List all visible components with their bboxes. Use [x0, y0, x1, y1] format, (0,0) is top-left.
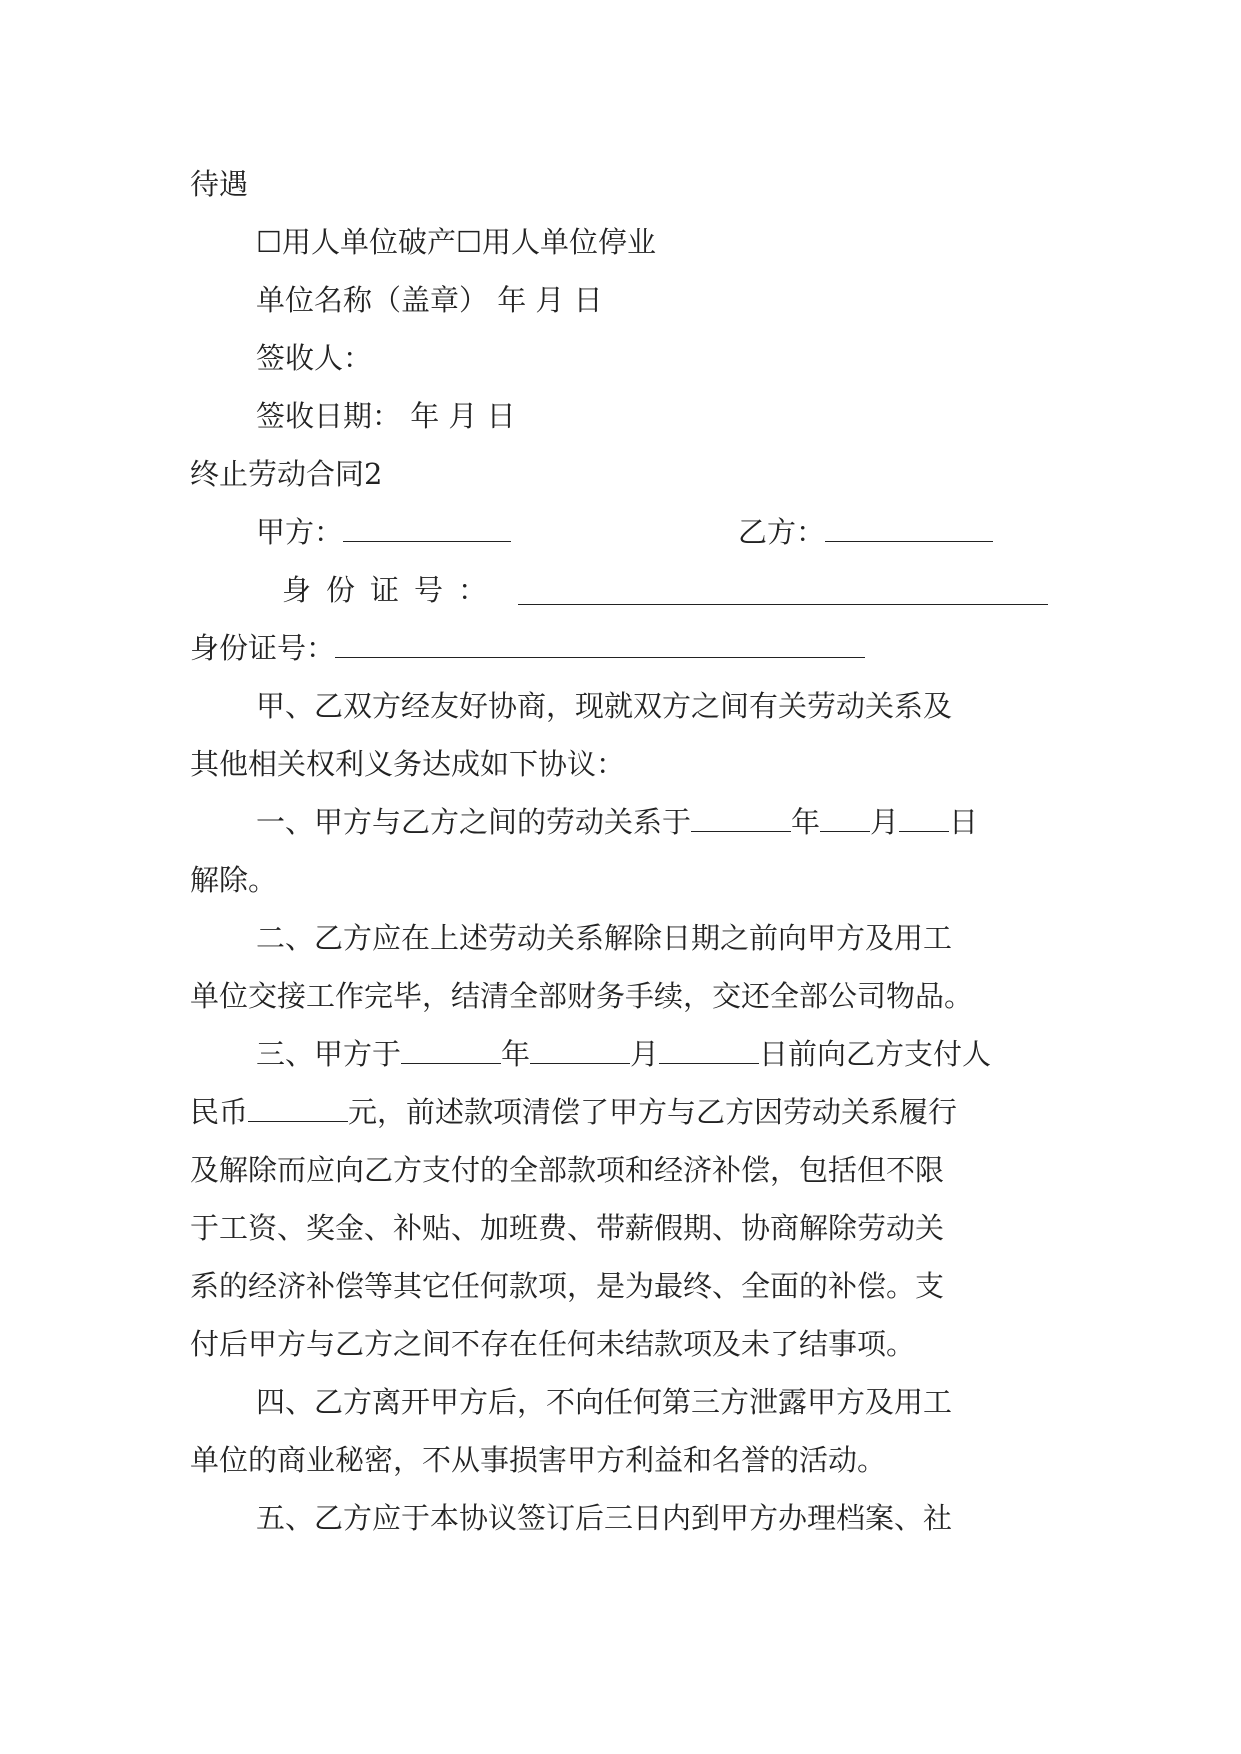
- unit-name-seal-line: 单位名称（盖章） 年 月 日: [256, 283, 603, 317]
- clause-4-line-1: 四、乙方离开甲方后，不向任何第三方泄露甲方及用工: [256, 1385, 953, 1419]
- clause-1-day-blank: [899, 807, 949, 832]
- clause-1-line-1: [256, 802, 978, 842]
- clause-3-line-5: 系的经济补偿等其它任何款项，是为最终、全面的补偿。支: [190, 1269, 945, 1303]
- sign-date-line: 签收日期： 年 月 日: [256, 399, 516, 433]
- clause-3-line-2: [190, 1092, 957, 1132]
- clause-3-month-blank: [530, 1039, 630, 1064]
- party-line: [256, 512, 511, 552]
- clause-3-year-blank: [401, 1039, 501, 1064]
- id-number-b-label: 身份证号：: [190, 631, 336, 665]
- clause-3-year-label: 年: [501, 1037, 531, 1071]
- clause-1-text: 一、甲方与乙方之间的劳动关系于: [256, 805, 692, 839]
- clause-3-amount-blank: [248, 1097, 348, 1122]
- clause-2-line-2: 单位交接工作完毕，结清全部财务手续，交还全部公司物品。: [190, 979, 974, 1013]
- party-b-label: 乙方：: [738, 515, 826, 549]
- clause-1-month-blank: [820, 807, 870, 832]
- id-number-b-blank: [335, 633, 865, 658]
- id-number-a-line: [282, 570, 502, 610]
- clause-3-day-blank: [659, 1039, 759, 1064]
- party-b-blank: [825, 517, 993, 542]
- clause-3-line-3: 及解除而应向乙方支付的全部款项和经济补偿，包括但不限: [190, 1153, 945, 1187]
- line-benefits-tail: 待遇: [190, 167, 249, 201]
- party-a-label: 甲方：: [256, 515, 344, 549]
- clause-3-currency-label: 民币: [190, 1095, 249, 1129]
- clause-1-month-label: 月: [870, 805, 900, 839]
- party-b-line: [738, 512, 993, 552]
- clause-3-line-1: [256, 1034, 991, 1074]
- clause-2-line-1: 二、乙方应在上述劳动关系解除日期之前向甲方及用工: [256, 921, 953, 955]
- clause-3-text-b: 元，前述款项清偿了甲方与乙方因劳动关系履行: [348, 1095, 958, 1129]
- signee-line: 签收人：: [256, 341, 373, 375]
- clause-1-line-2: 解除。: [190, 863, 278, 897]
- clause-1-year-blank: [691, 807, 791, 832]
- section-title: 终止劳动合同2: [190, 457, 383, 491]
- clause-3-line-6: 付后甲方与乙方之间不存在任何未结款项及未了结事项。: [190, 1327, 916, 1361]
- id-number-a-label: 身份证号：: [282, 573, 503, 607]
- clause-3-text-d: 日前向乙方支付人: [759, 1037, 992, 1071]
- clause-4-line-2: 单位的商业秘密，不从事损害甲方利益和名誉的活动。: [190, 1443, 887, 1477]
- paragraph-intro-1: 甲、乙双方经友好协商，现就双方之间有关劳动关系及: [256, 689, 953, 723]
- clause-3-month-label: 月: [630, 1037, 660, 1071]
- id-number-b-line: [190, 628, 865, 668]
- clause-1-year-label: 年: [791, 805, 821, 839]
- clause-1-day-label: 日: [949, 805, 979, 839]
- clause-3-text-a: 三、甲方于: [256, 1037, 402, 1071]
- checkbox-line: ☐用人单位破产☐用人单位停业: [256, 225, 656, 259]
- id-number-a-blank: [518, 580, 1048, 605]
- clause-3-line-4: 于工资、奖金、补贴、加班费、带薪假期、协商解除劳动关: [190, 1211, 945, 1245]
- paragraph-intro-2: 其他相关权利义务达成如下协议：: [190, 747, 626, 781]
- clause-5-line-1: 五、乙方应于本协议签订后三日内到甲方办理档案、社: [256, 1501, 953, 1535]
- party-a-blank: [343, 517, 511, 542]
